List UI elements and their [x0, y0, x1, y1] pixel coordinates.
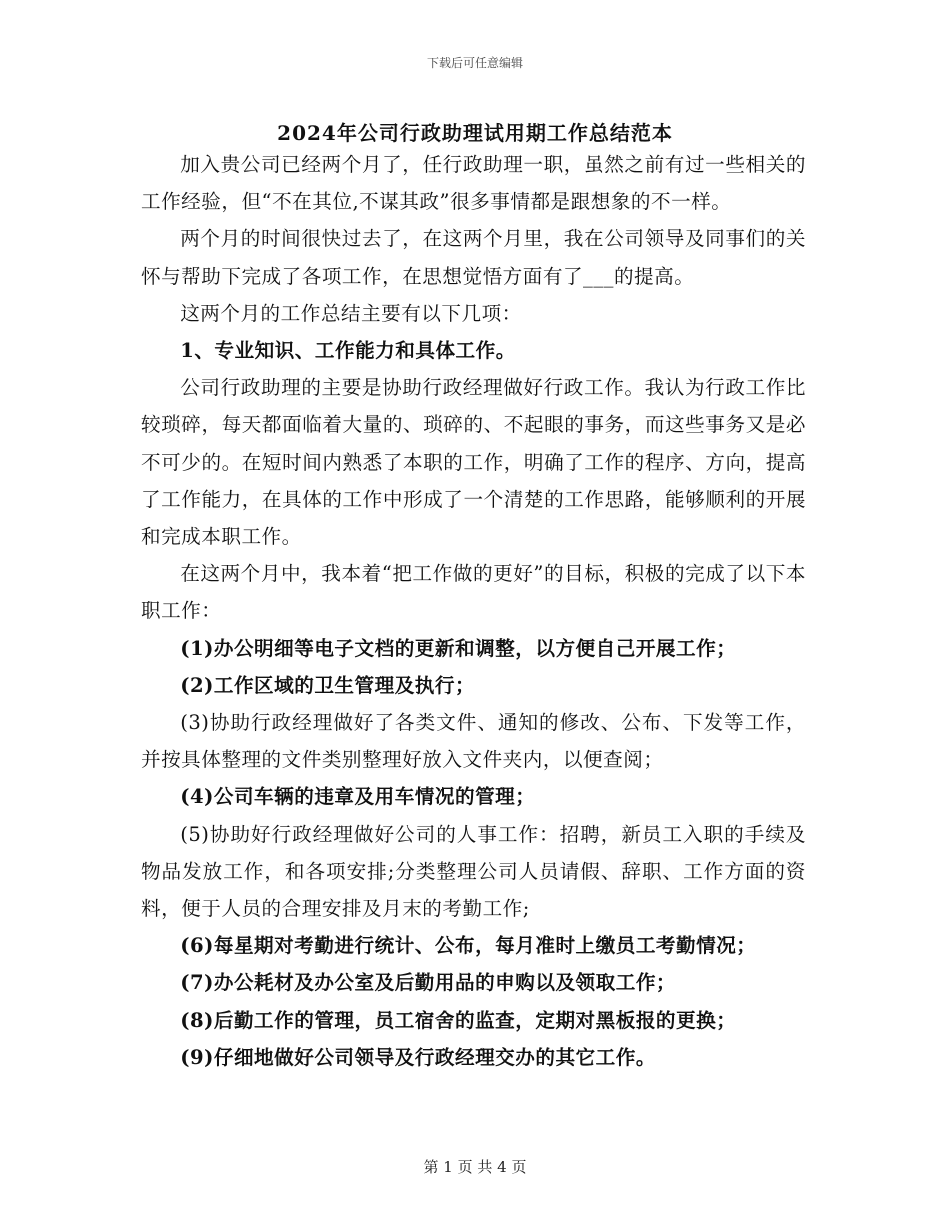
list-item-9: (9)仔细地做好公司领导及行政经理交办的其它工作。	[180, 1045, 656, 1069]
paragraph-summary-lead: 这两个月的工作总结主要有以下几项：	[180, 301, 522, 325]
document-body	[141, 146, 806, 1076]
list-item-4: (4)公司车辆的违章及用车情况的管理；	[180, 785, 536, 809]
list-item-1: (1)办公明细等电子文档的更新和调整，以方便自己开展工作；	[180, 636, 737, 660]
paragraph-intro: 加入贵公司已经两个月了，任行政助理一职，虽然之前有过一些相关的工作经验，但“不在其位,不谋其政”很多事情都是跟想象的不一样。	[141, 153, 806, 214]
list-item-7: (7)办公耗材及办公室及后勤用品的申购以及领取工作；	[180, 971, 677, 995]
list-item-3: (3)协助行政经理做好了各类文件、通知的修改、公布、下发等工作，并按具体整理的文件类别整理好放入文件夹内，以便查阅；	[141, 711, 806, 772]
list-item-5: (5)协助好行政经理做好公司的人事工作：招聘，新员工入职的手续及物品发放工作，和各项安排;分类整理公司人员请假、辞职、工作方面的资料，便于人员的合理安排及月末的考勤工作;	[141, 822, 806, 921]
list-item-8: (8)后勤工作的管理，员工宿舍的监查，定期对黑板报的更换；	[180, 1008, 737, 1032]
paragraph-two-months: 两个月的时间很快过去了，在这两个月里，我在公司领导及同事们的关怀与帮助下完成了各项工作，在思想觉悟方面有了___的提高。	[141, 227, 806, 288]
section-heading-1: 1、专业知识、工作能力和具体工作。	[180, 339, 516, 363]
paragraph-goal: 在这两个月中，我本着“把工作做的更好”的目标，积极的完成了以下本职工作：	[141, 562, 806, 623]
list-item-2: (2)工作区域的卫生管理及执行；	[180, 673, 476, 697]
page-number-footer: 第 1 页 共 4 页	[423, 1158, 527, 1176]
list-item-6: (6)每星期对考勤进行统计、公布，每月准时上缴员工考勤情况；	[180, 934, 757, 958]
paragraph-role-description: 公司行政助理的主要是协助行政经理做好行政工作。我认为行政工作比较琐碎，每天都面临着大量的、琐碎的、不起眼的事务，而这些事务又是必不可少的。在短时间内熟悉了本职的工作，明确了工作的程序、方向，提高了工作能力，在具体的工作中形成了一个清楚的工作思路，能够顺利的开展和完成本职工作。	[141, 376, 806, 549]
download-edit-note: 下载后可任意编辑	[426, 56, 523, 70]
document-title: 2024年公司行政助理试用期工作总结范本	[277, 121, 673, 145]
